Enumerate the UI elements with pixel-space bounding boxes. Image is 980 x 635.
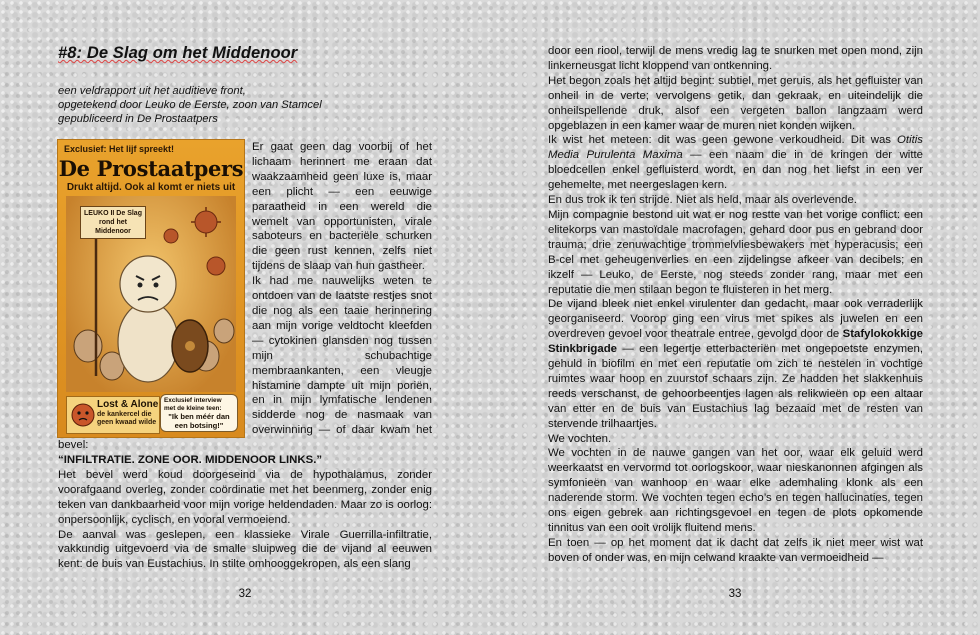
brigade-name: Stafylokokkige Stinkbrigade bbox=[548, 328, 923, 356]
article-title: #8: De Slag om het Middenoor bbox=[58, 44, 298, 62]
paragraph: En dus trok ik ten strijde. Niet als held, maar als overlevende. bbox=[548, 194, 857, 207]
cover-spacer bbox=[58, 140, 244, 438]
text-run: Ik wist het meteen: dit was geen gewone verkoudheid. Dit was bbox=[548, 134, 891, 147]
paragraph: En toen — op het moment dat ik dacht dat zelfs ik niet meer wist wat boven of onder was, en mijn celwand kraakte van vermoeidheid — bbox=[548, 536, 923, 564]
cover-issue-box: LEUKO II De Slag rond het Middenoor bbox=[80, 206, 146, 239]
paragraph: We vochten in de nauwe gangen van het oor, waar elk geluid werd weerkaatst en vervormd tot oorlogskoor, waar nieskanonnen afgingen als symfonieën van wanhoop en waar elke ademhaling klonk als een naderende storm. We vochten tegen echo’s en tegen hallucinaties, tegen ons eigen gebrek aan richtingsgevoel en tegen de plots opkomende tinnitus van een ooit vrolijk fluitend mens. bbox=[548, 447, 923, 534]
paragraph: Ik had me nauwelijks weten te ontdoen van de laatste restjes snot die nog als een taaie herinnering aan mijn vorige veldtocht kleefden — cytokinen glansden nog tussen mijn schubachtige membraankanten, een vleugje histamine dampte uit mijn poriën, en in mijn lymfatische lendenen sidderde nog de nasmaak van overwinning — of daar kwam het bevel: bbox=[58, 275, 432, 452]
intro-line: opgetekend door Leuko de Eerste, zoon van Stamcel bbox=[58, 99, 322, 112]
left-page bbox=[58, 0, 432, 635]
left-body-text bbox=[58, 140, 432, 572]
cover-tagline: Drukt altijd. Ook al komt er niets uit bbox=[66, 182, 236, 193]
cover-banner: Exclusief: Het lijf spreekt! bbox=[64, 144, 175, 154]
cover-masthead: De Prostaatpers bbox=[58, 156, 244, 181]
article-intro bbox=[58, 84, 322, 127]
paragraph bbox=[548, 297, 923, 431]
paragraph: De aanval was geslepen, een klassieke Virale Guerrilla-infiltratie, vakkundig uitgevoerd via de smalle sluipweg die de vijand al eeuwen kent: de buis van Eustachius. In stilte omhooggekropen, als een slang bbox=[58, 528, 432, 571]
text-run: — een naam die in de kringen der witte bloedcellen enkel gefluisterd wordt, en dan nog het liefst in een ver gehemelte, met neergeslagen kern. bbox=[548, 149, 923, 192]
paragraph: Mijn compagnie bestond uit wat er nog restte van het vorige conflict: een elitekorps van mastoïdale macrofagen, gehard door pus en gebrand door trauma; drie zenuwachtige trommelvliesbewakers met hyperacusis; een B-cel met geheugenverlies en een zijdelingse afkeer van decibels; en ikzelf — Leuko, de Eerste, nog steeds zonder rang, maar met een reputatie die men stilaan begon te fluisteren in het merg. bbox=[548, 208, 923, 296]
paragraph: Het begon zoals het altijd begint: subtiel, met geruis, als het gefluister van onheil in de verte; vervolgens getik, dan gekraak, en uiteindelijk die onheilspellende druk, alsof een vergeten ballon langzaam werd opgeblazen in een kamer waar de muren niet konden wijken. bbox=[548, 74, 923, 132]
page-number-left: 32 bbox=[238, 588, 252, 600]
paragraph: We vochten. bbox=[548, 432, 612, 445]
cover-lost-title: Lost & Alone bbox=[97, 399, 159, 410]
cover-lost-subtitle: de kankercel die geen kwaad wilde bbox=[97, 411, 157, 426]
page-number-right: 33 bbox=[728, 588, 742, 600]
command-line: “INFILTRATIE. ZONE OOR. MIDDENOOR LINKS.” bbox=[58, 454, 323, 467]
intro-line: een veldrapport uit het auditieve front, bbox=[58, 85, 246, 97]
diagnosis-name: Otitis Media Purulenta Maxima bbox=[548, 134, 923, 162]
paragraph: Er gaat geen dag voorbij of het lichaam herinnert me eraan dat waakzaamheid geen luxe is, maar een plicht — een eeuwige paraatheid in een wereld die wemelt van opportunisten, virale saboteurs en bacteriële schurken die geen rust kennen, zelfs niet tijdens de slaap van hun gastheer. bbox=[252, 141, 432, 273]
cover-exclusive-text: Exclusief interview met de kleine teen: bbox=[164, 397, 222, 412]
text-run: De vijand bleek niet enkel virulenter dan gedacht, maar ook verraderlijk georganiseerd. Voorop ging een virus met spikes als juwelen en een overdreven gevoel voor theatrale entree, gevolgd door de bbox=[548, 298, 923, 341]
paragraph: Het bevel werd koud doorgeseind via de hypothalamus, zonder voorafgaand overleg, zonder coördinatie met het beenmerg, zonder enig teken van dankbaarheid voor mijn vorige heldendaden. Maar zo is oorlog: onpersoonlijk, cyclisch, en vooral vermoeiend. bbox=[58, 468, 432, 526]
cover-exclusive-quote: "Ik ben méér dan een botsing!" bbox=[168, 412, 230, 431]
paragraph bbox=[548, 133, 923, 193]
text-run: — een legertje etterbacteriën met ongepoetste enzymen, gehuld in biofilm en met een reputatie om zich te nestelen in vochtige ruimtes waar hoop en zuurstof schaars zijn. Ze hadden het slakkenhuis reeds verschanst, de gehoorbeentjes lagen als relikwieën op een altaar van etter en de buis van Eustachius lag bezaaid met de resten van stervende trilhaartjes. bbox=[548, 343, 923, 430]
intro-line: gepubliceerd in De Prostaatpers bbox=[58, 113, 218, 126]
right-body-text bbox=[548, 44, 923, 566]
right-page bbox=[548, 0, 923, 635]
paragraph: door een riool, terwijl de mens vredig lag te snurken met open mond, zijn linkerneusgat licht kloppend van ontkenning. bbox=[548, 45, 923, 72]
